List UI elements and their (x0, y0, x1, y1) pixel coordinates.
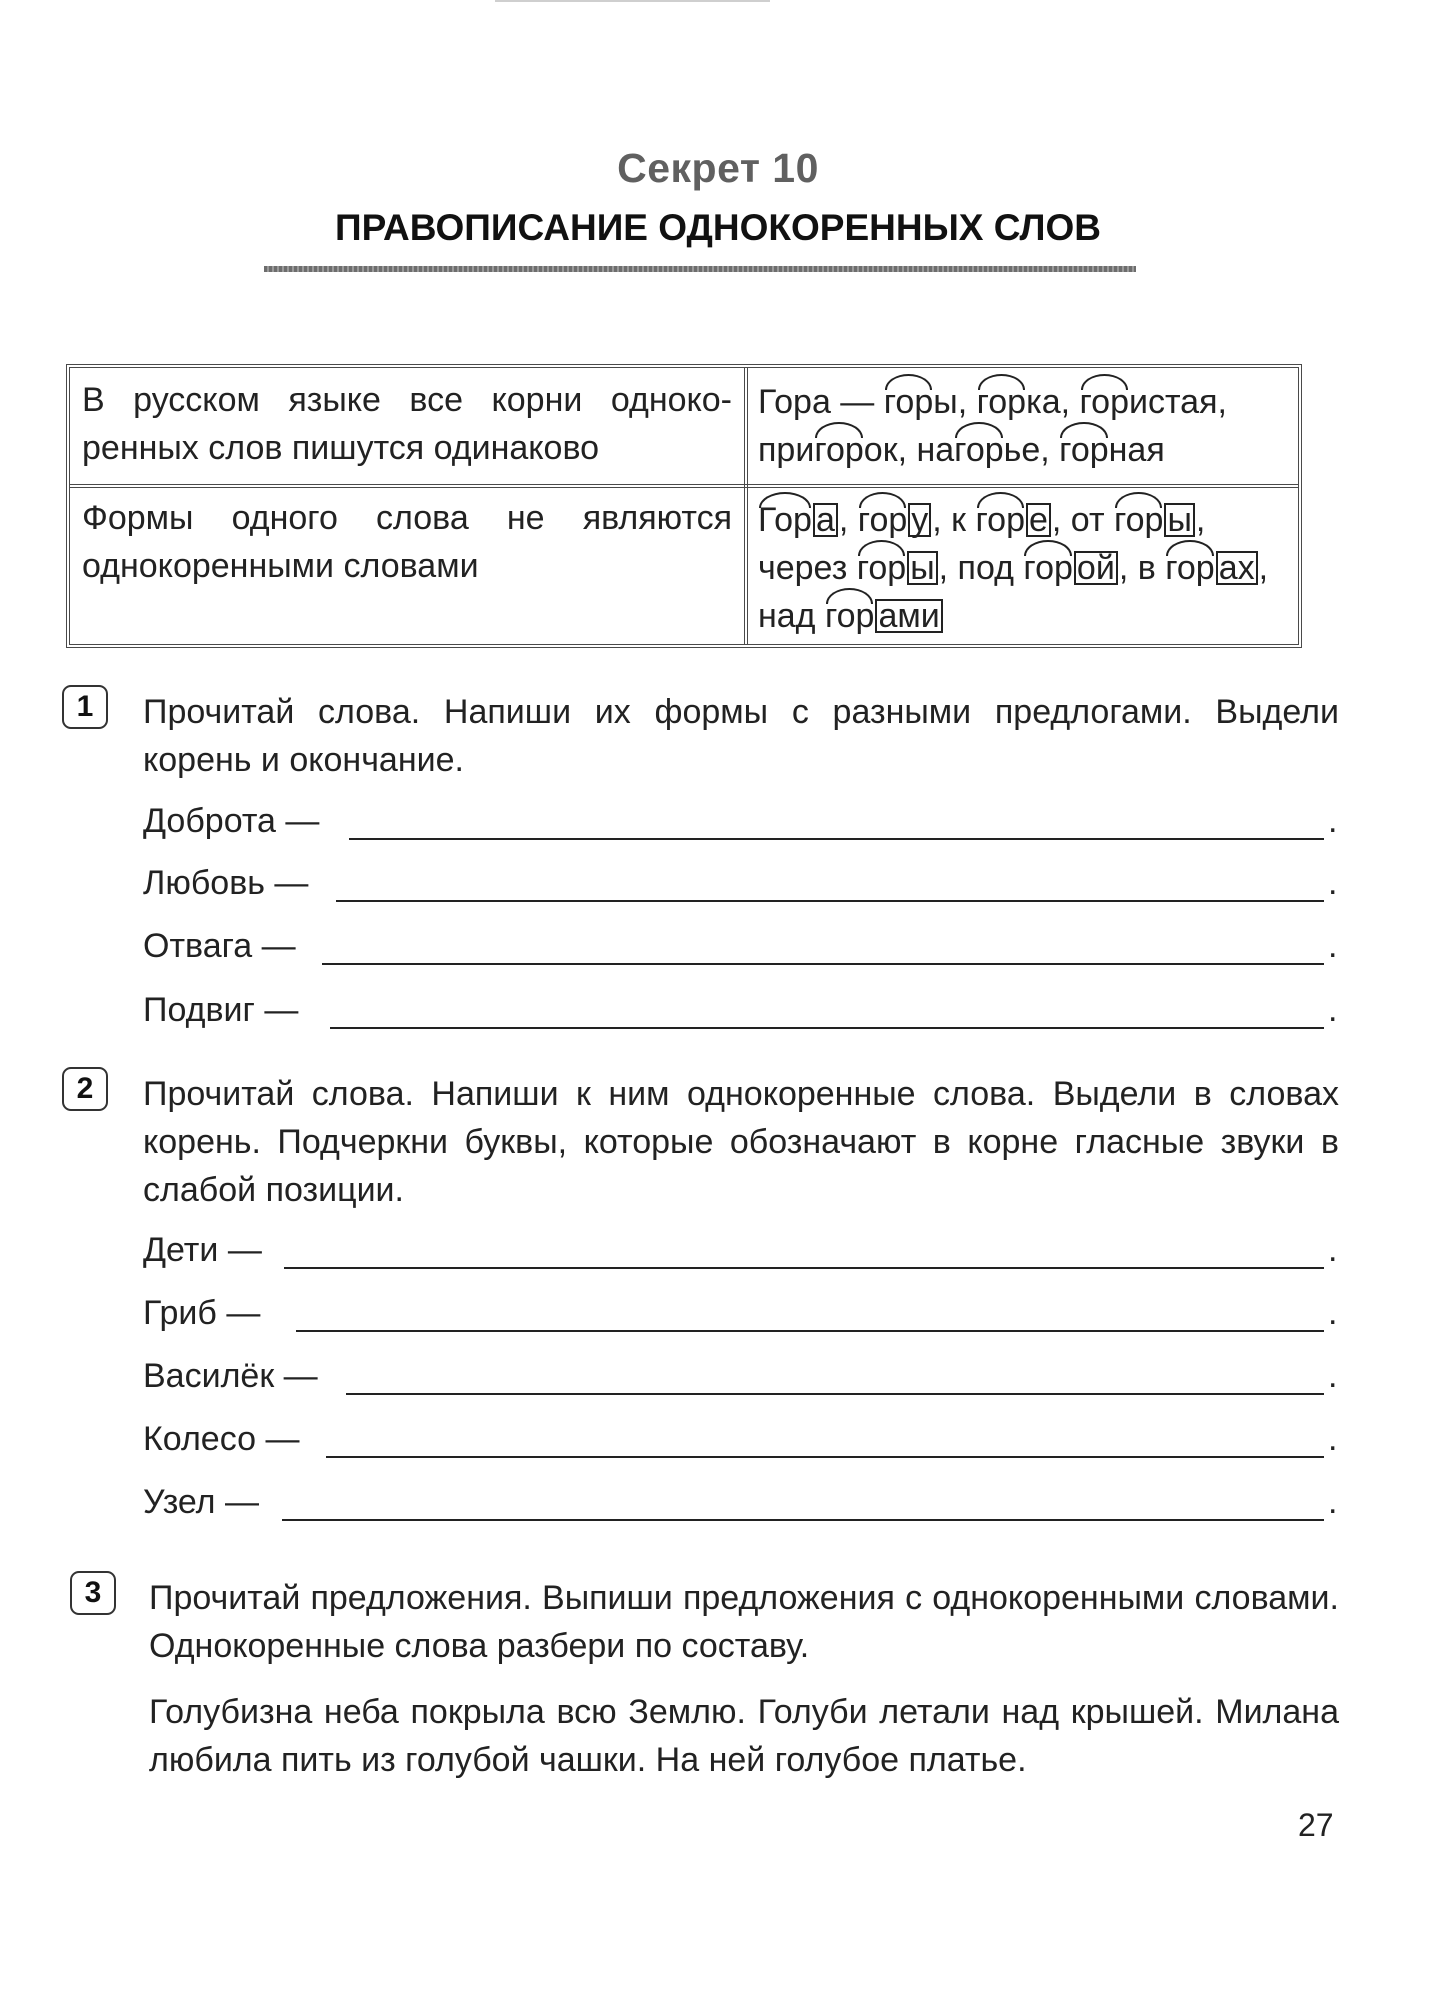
page-title: ПРАВОПИСАНИЕ ОДНОКОРЕННЫХ СЛОВ (334, 207, 1102, 248)
root-mark: гор (858, 496, 907, 544)
answer-line[interactable] (282, 1519, 1324, 1521)
task-number-3: 3 (70, 1571, 116, 1615)
rule-table (66, 364, 1302, 648)
answer-line[interactable] (349, 838, 1324, 840)
task-number-1: 1 (62, 685, 108, 729)
task2-word-1: Дети — (143, 1231, 262, 1269)
task1-word-3: Отвага — (143, 927, 296, 965)
ending-box: а (813, 503, 838, 537)
task2-word-2: Гриб — (143, 1294, 261, 1332)
rule-text-1: В русском языке все корни одноко- ренных слов пишутся одинаково (82, 381, 732, 467)
table-column-divider (744, 368, 748, 644)
answer-line[interactable] (346, 1393, 1324, 1395)
answer-line[interactable] (322, 963, 1324, 965)
root-mark: Гор (758, 496, 812, 544)
period: . (1328, 802, 1338, 840)
task1-word-1: Доброта — (143, 802, 320, 840)
ending-box: ах (1216, 551, 1258, 585)
answer-line[interactable] (326, 1456, 1324, 1458)
answer-line[interactable] (336, 900, 1324, 902)
rule-example-2: Гор а , гор у , к гор е , от гор ы , через гор ы , под гор ой , в гор ах , над гор ами (758, 496, 1303, 640)
root-mark: гор (1165, 544, 1214, 592)
page-number: 27 (1298, 1807, 1334, 1843)
task2-word-3: Василёк — (143, 1357, 318, 1395)
root-mark: гор (884, 378, 933, 426)
rule-example-1: Гора — горы, горка, гористая, пригорок, нагорье, горная (758, 378, 1303, 474)
root-mark: гор (976, 496, 1025, 544)
root-mark: гор (1114, 496, 1163, 544)
ending-box: ы (907, 551, 937, 585)
task1-word-4: Подвиг — (143, 991, 299, 1029)
task2-instruction: Прочитай слова. Напиши к ним однокоренные слова. Выдели в словах корень. Подчеркни буквы, которые обозначают в корне гласные звуки в слабой позиции. (143, 1075, 1339, 1209)
task1-word-2: Любовь — (143, 864, 309, 902)
rule-text-2: Формы одного слова не являются однокоренными словами (82, 499, 732, 585)
period: . (1328, 1420, 1338, 1458)
root-mark: гор (1080, 378, 1129, 426)
ending-box: ами (875, 599, 942, 633)
answer-line[interactable] (296, 1330, 1324, 1332)
period: . (1328, 991, 1338, 1029)
task1-instruction: Прочитай слова. Напиши их формы с разными предлогами. Выдели корень и окончание. (143, 693, 1339, 779)
answer-line[interactable] (330, 1027, 1324, 1029)
task2-word-4: Колесо — (143, 1420, 300, 1458)
task2-word-5: Узел — (143, 1483, 259, 1521)
root-mark: гор (954, 426, 1003, 474)
period: . (1328, 927, 1338, 965)
ending-box: е (1026, 503, 1051, 537)
ending-box: ы (1164, 503, 1194, 537)
ending-box: ой (1074, 551, 1118, 585)
period: . (1328, 1294, 1338, 1332)
root-mark: гор (1023, 544, 1072, 592)
root-mark: гор (977, 378, 1026, 426)
task3-passage: Голубизна неба покрыла всю Землю. Голуби летали над крышей. Милана любила пить из голубой чашки. На ней голубое платье. (149, 1693, 1339, 1779)
period: . (1328, 864, 1338, 902)
root-mark: гор (1059, 426, 1108, 474)
task-number-2: 2 (62, 1067, 108, 1111)
secret-label: Секрет 10 (617, 145, 819, 191)
root-mark: гор (825, 592, 874, 640)
title-underline (264, 266, 1136, 272)
answer-line[interactable] (284, 1267, 1324, 1269)
task3-instruction: Прочитай предложения. Выпиши предложения с однокоренными словами. Однокоренные слова разбери по составу. (149, 1579, 1339, 1665)
table-row-divider (70, 484, 1298, 488)
period: . (1328, 1231, 1338, 1269)
root-mark: гор (857, 544, 906, 592)
top-rule (495, 0, 770, 2)
period: . (1328, 1483, 1338, 1521)
period: . (1328, 1357, 1338, 1395)
root-mark: гор (814, 426, 863, 474)
ending-box: у (908, 503, 931, 537)
